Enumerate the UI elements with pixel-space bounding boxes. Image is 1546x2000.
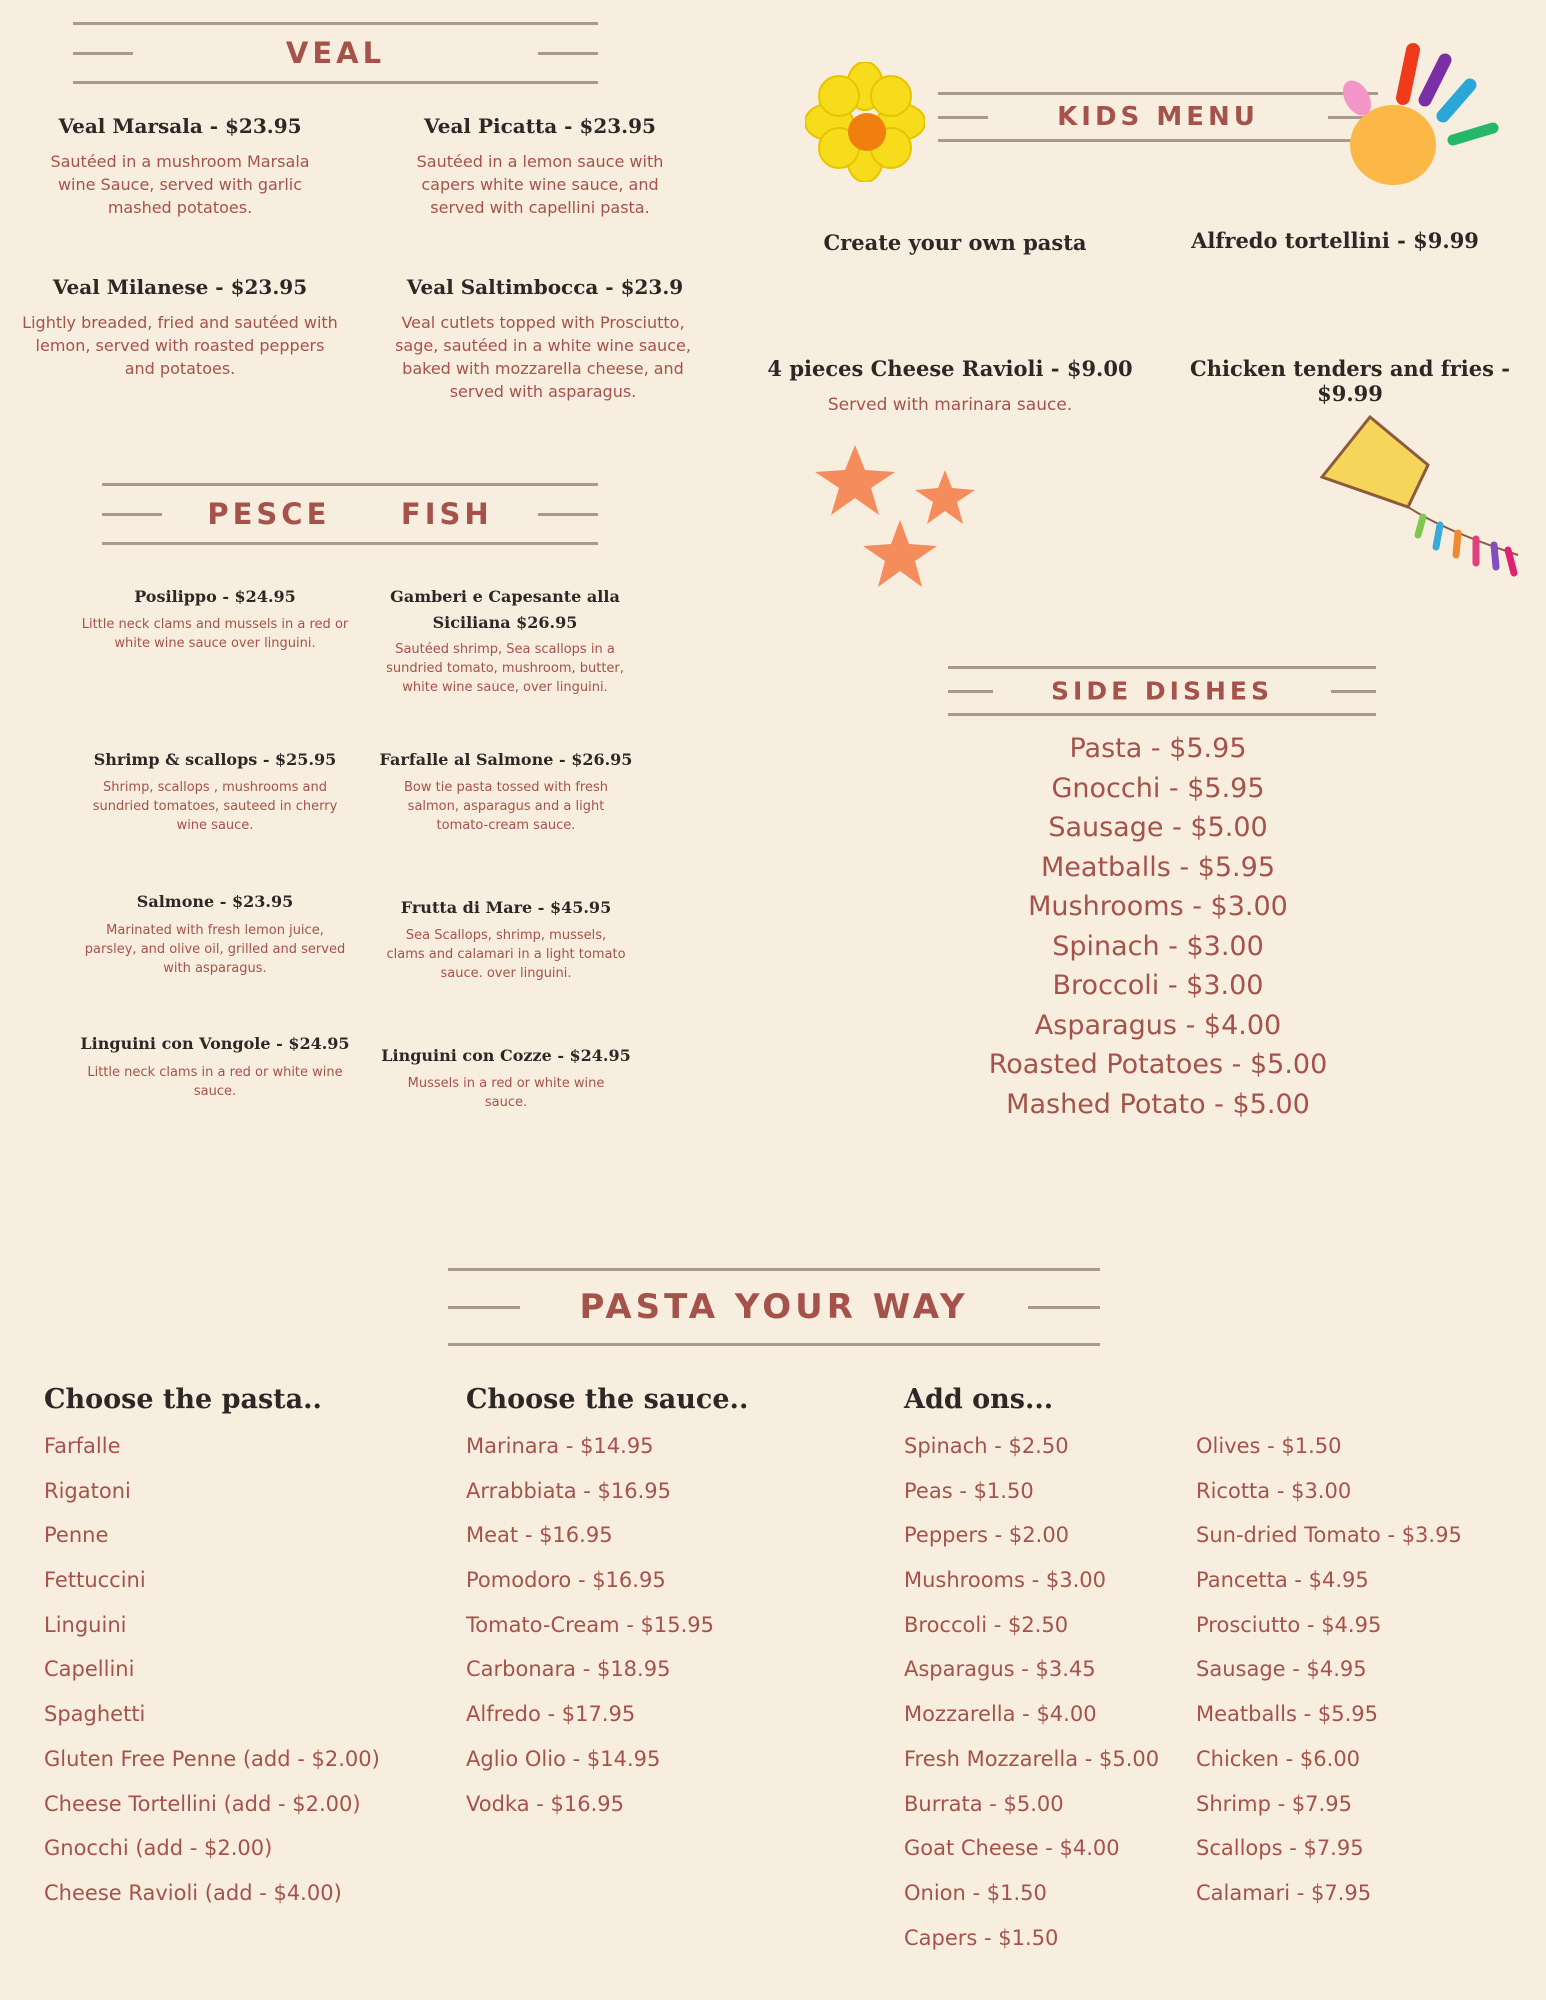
veal-item-desc: Lightly breaded, fried and sautéed with lemon, served with roasted peppers and potatoes. xyxy=(22,313,338,378)
list-item: Meat - $16.95 xyxy=(466,1523,613,1548)
fish-item-name: Gamberi e Capesante alla Siciliana $26.95 xyxy=(390,587,620,632)
fish-item-name: Posilippo - $24.95 xyxy=(134,587,296,606)
list-item: Olives - $1.50 xyxy=(1196,1434,1342,1458)
list-item: Mushrooms - $3.00 xyxy=(904,1568,1106,1593)
list-item: Chicken - $6.00 xyxy=(1196,1746,1361,1771)
pasta-your-way-title: PASTA YOUR WAY xyxy=(579,1287,969,1327)
veal-header xyxy=(73,22,598,84)
fish-item-desc: Mussels in a red or white wine sauce. xyxy=(407,1076,605,1110)
sides-title: SIDE DISHES xyxy=(1051,676,1273,706)
list-item: Linguini xyxy=(44,1612,127,1637)
veal-item-name: Veal Milanese - $23.95 xyxy=(52,275,308,299)
list-item: Calamari - $7.95 xyxy=(1196,1880,1372,1905)
list-item: Sausage - $5.00 xyxy=(1048,812,1268,843)
list-item: Peas - $1.50 xyxy=(904,1478,1034,1503)
fish-item-desc: Sautéed shrimp, Sea scallops in a sundried tomato, mushroom, butter, white wine sauce, over linguini. xyxy=(386,642,624,695)
flower-icon xyxy=(805,62,925,182)
veal-item-desc: Sautéed in a mushroom Marsala wine Sauce, served with garlic mashed potatoes. xyxy=(50,152,310,217)
fish-item-name: Salmone - $23.95 xyxy=(136,892,294,911)
list-item: Alfredo - $17.95 xyxy=(466,1702,636,1727)
sauce-list xyxy=(466,1424,714,1826)
fish-item-desc: Shrimp, scallops , mushrooms and sundried tomatoes, sauteed in cherry wine sauce. xyxy=(92,780,338,833)
list-item: Peppers - $2.00 xyxy=(904,1523,1070,1548)
pasta-list xyxy=(44,1424,380,1916)
list-item: Ricotta - $3.00 xyxy=(1196,1478,1352,1503)
kids-item-name: Alfredo tortellini - $9.99 xyxy=(1191,228,1479,253)
fish-header xyxy=(102,483,598,545)
list-item: Sun-dried Tomato - $3.95 xyxy=(1196,1523,1462,1548)
list-item: Gnocchi - $5.95 xyxy=(1051,772,1265,804)
list-item: Aglio Olio - $14.95 xyxy=(466,1746,661,1771)
pasta-column-heading: Choose the pasta.. xyxy=(44,1384,322,1415)
kids-item-name: Chicken tenders and fries - $9.99 xyxy=(1190,356,1510,406)
addons-column-heading: Add ons... xyxy=(904,1384,1054,1415)
list-item: Pomodoro - $16.95 xyxy=(466,1568,666,1593)
list-item: Burrata - $5.00 xyxy=(904,1791,1064,1816)
list-item: Tomato-Cream - $15.95 xyxy=(466,1612,714,1637)
veal-item-name: Veal Marsala - $23.95 xyxy=(58,114,302,138)
sides-header xyxy=(948,666,1376,716)
list-item: Penne xyxy=(44,1523,109,1548)
fish-item-desc: Sea Scallops, shrimp, mussels, clams and calamari in a light tomato sauce. over linguini. xyxy=(386,928,626,981)
list-item: Scallops - $7.95 xyxy=(1196,1836,1364,1861)
kids-title: KIDS MENU xyxy=(1057,102,1259,132)
addons-list-2 xyxy=(1196,1424,1462,1916)
list-item: Gluten Free Penne (add - $2.00) xyxy=(44,1746,380,1771)
list-item: Pancetta - $4.95 xyxy=(1196,1568,1369,1593)
list-item: Sausage - $4.95 xyxy=(1196,1657,1367,1682)
list-item: Prosciutto - $4.95 xyxy=(1196,1612,1382,1637)
list-item: Mushrooms - $3.00 xyxy=(1028,891,1288,922)
list-item: Capellini xyxy=(44,1657,135,1682)
pasta-your-way-header xyxy=(448,1268,1100,1346)
list-item: Pasta - $5.95 xyxy=(1069,733,1247,764)
veal-item-name: Veal Saltimbocca - $23.9 xyxy=(406,275,684,299)
list-item: Marinara - $14.95 xyxy=(466,1434,654,1458)
addons-list xyxy=(904,1424,1159,1960)
veal-item-desc: Veal cutlets topped with Prosciutto, sage, sautéed in a white wine sauce, baked with mozzarella cheese, and served with asparagus. xyxy=(395,313,691,401)
list-item: Meatballs - $5.95 xyxy=(1196,1702,1378,1727)
fish-item-name: Linguini con Cozze - $24.95 xyxy=(381,1046,631,1065)
kite-icon xyxy=(1318,415,1533,585)
fish-item-desc: Marinated with fresh lemon juice, parsley, and olive oil, grilled and served with asparagus. xyxy=(84,923,346,976)
fish-item-desc: Little neck clams and mussels in a red or white wine sauce over linguini. xyxy=(81,617,349,651)
side-dishes-list xyxy=(948,729,1368,1124)
list-item: Roasted Potatoes - $5.00 xyxy=(988,1049,1328,1080)
list-item: Spinach - $3.00 xyxy=(1052,930,1264,962)
list-item: Broccoli - $2.50 xyxy=(904,1612,1069,1637)
list-item: Farfalle xyxy=(44,1434,121,1458)
fish-item-name: Farfalle al Salmone - $26.95 xyxy=(379,750,633,769)
list-item: Mashed Potato - $5.00 xyxy=(1006,1088,1310,1120)
fish-item-name: Shrimp & scallops - $25.95 xyxy=(93,750,337,769)
list-item: Carbonara - $18.95 xyxy=(466,1657,671,1682)
veal-item-name: Veal Picatta - $23.95 xyxy=(424,114,656,138)
list-item: Onion - $1.50 xyxy=(904,1880,1047,1905)
veal-item-desc: Sautéed in a lemon sauce with capers white wine sauce, and served with capellini pasta. xyxy=(416,152,664,217)
fish-item-name: Linguini con Vongole - $24.95 xyxy=(80,1034,350,1053)
fish-item-desc: Little neck clams in a red or white wine sauce. xyxy=(87,1065,343,1099)
list-item: Cheese Ravioli (add - $4.00) xyxy=(44,1880,342,1905)
kids-item-desc: Served with marinara sauce. xyxy=(827,395,1073,415)
kids-item-name: 4 pieces Cheese Ravioli - $9.00 xyxy=(767,356,1133,381)
list-item: Asparagus - $3.45 xyxy=(904,1657,1096,1682)
list-item: Asparagus - $4.00 xyxy=(1034,1009,1282,1041)
list-item: Spinach - $2.50 xyxy=(904,1434,1069,1458)
list-item: Meatballs - $5.95 xyxy=(1041,851,1275,883)
list-item: Vodka - $16.95 xyxy=(466,1791,624,1816)
fish-item-desc: Bow tie pasta tossed with fresh salmon, asparagus and a light tomato-cream sauce. xyxy=(403,780,608,833)
starfish-icon xyxy=(815,440,995,600)
list-item: Capers - $1.50 xyxy=(904,1925,1059,1950)
handprint-icon xyxy=(1335,40,1500,190)
list-item: Mozzarella - $4.00 xyxy=(904,1702,1097,1727)
list-item: Cheese Tortellini (add - $2.00) xyxy=(44,1791,361,1816)
fish-item-name: Frutta di Mare - $45.95 xyxy=(400,898,612,917)
fish-title: PESCE FISH xyxy=(207,497,493,531)
list-item: Arrabbiata - $16.95 xyxy=(466,1478,672,1503)
list-item: Fresh Mozzarella - $5.00 xyxy=(904,1746,1160,1771)
sauce-column-heading: Choose the sauce.. xyxy=(466,1384,749,1415)
list-item: Broccoli - $3.00 xyxy=(1052,970,1264,1001)
list-item: Rigatoni xyxy=(44,1478,131,1503)
list-item: Shrimp - $7.95 xyxy=(1196,1791,1352,1816)
list-item: Goat Cheese - $4.00 xyxy=(904,1836,1120,1861)
list-item: Fettuccini xyxy=(44,1568,146,1593)
list-item: Gnocchi (add - $2.00) xyxy=(44,1836,273,1861)
kids-header xyxy=(938,92,1378,142)
veal-title: VEAL xyxy=(285,36,386,70)
list-item: Spaghetti xyxy=(44,1702,146,1727)
kids-item-name: Create your own pasta xyxy=(823,230,1087,255)
